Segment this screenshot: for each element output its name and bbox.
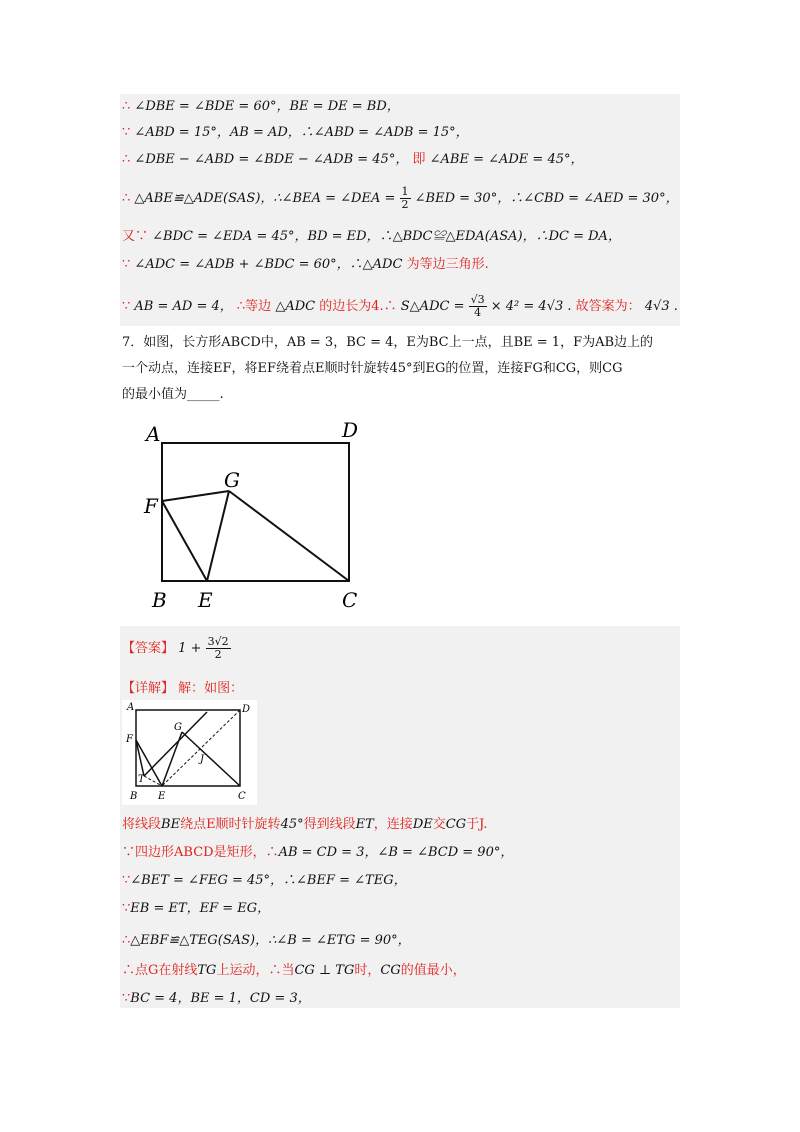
- math-text: S△ADC =: [400, 299, 465, 314]
- fraction-numerator: 1: [401, 185, 409, 198]
- math-text: ∠BDC = ∠EDA = 45°，BD = ED，∴△BDC≌△EDA(ASA)，∴DC = DA，: [152, 229, 621, 244]
- math-text: CG ⊥ TG: [294, 963, 355, 978]
- label-g: G: [224, 468, 240, 492]
- label-b: B: [152, 588, 167, 612]
- answer-fraction: [206, 636, 231, 661]
- red-text: 故答案为：: [575, 299, 641, 314]
- detail-line: [122, 680, 243, 698]
- label-f: F: [144, 494, 158, 518]
- label-b: B: [130, 791, 138, 802]
- math-text: ET: [355, 817, 374, 832]
- because-symbol: ∵: [122, 257, 131, 272]
- red-text: 将线段: [122, 817, 162, 832]
- detail-intro: 解：如图：: [178, 681, 244, 696]
- prev-line-4: [122, 186, 679, 211]
- label-e: E: [158, 791, 166, 802]
- because-symbol: ∵: [122, 125, 131, 140]
- math-text: AB = AD = 4，: [134, 299, 233, 314]
- step-4: [122, 900, 270, 918]
- fraction-half: [400, 186, 411, 211]
- fraction-numerator: √3: [470, 293, 485, 306]
- step-2: [122, 844, 513, 862]
- segment-fg: [162, 491, 229, 501]
- geometry-figure-2: [122, 700, 257, 805]
- math-text: × 4² = 4√3 .: [490, 299, 572, 314]
- math-text: △EBF≌△TEG(SAS)，∴∠B = ∠ETG = 90°，: [130, 933, 411, 948]
- math-text: ∠DBE − ∠ABD = ∠BDE − ∠ADB = 45°，: [134, 152, 409, 167]
- fraction-sqrt3-over-4: [469, 294, 487, 319]
- red-text: 的边长为4.∴: [319, 299, 397, 314]
- red-text: 得到线段: [303, 817, 356, 832]
- red-text: 绕点E顺时针旋转: [180, 817, 281, 832]
- math-text: ∠ABE = ∠ADE = 45°，: [429, 152, 584, 167]
- because-symbol: 又∵: [122, 229, 149, 244]
- fraction-denominator: 2: [401, 198, 409, 211]
- math-text: ∠BED = 30°，∴∠CBD = ∠AED = 30°，: [414, 191, 679, 206]
- answer-tag: 【答案】: [122, 641, 175, 656]
- prev-line-6: [122, 256, 489, 274]
- therefore-symbol: ∴: [122, 191, 131, 206]
- label-e: E: [198, 588, 213, 612]
- answer-line: [122, 636, 231, 662]
- fraction-numerator: 3√2: [207, 635, 229, 648]
- math-text: △ADC: [275, 299, 316, 314]
- prev-line-5: [122, 228, 621, 246]
- math-text: DE: [412, 817, 433, 832]
- because-symbol: ∵: [122, 901, 131, 916]
- segment-eg: [207, 491, 229, 581]
- because-symbol: ∵: [122, 845, 136, 860]
- prev-line-1: [122, 98, 400, 116]
- label-j: J: [200, 754, 205, 765]
- math-text: ∠DBE = ∠BDE = 60°，BE = DE = BD，: [134, 99, 400, 114]
- therefore-symbol: ∴: [122, 99, 131, 114]
- math-text: ∠BET = ∠FEG = 45°，∴∠BEF = ∠TEG，: [130, 873, 407, 888]
- segment-fe: [162, 501, 207, 581]
- label-f: F: [126, 734, 133, 745]
- label-c: C: [238, 791, 246, 802]
- red-text: 的值最小，: [400, 963, 466, 978]
- math-text: TG: [197, 963, 217, 978]
- math-text: △ABE≌△ADE(SAS)，∴∠BEA = ∠DEA =: [134, 191, 396, 206]
- red-text: 于J.: [466, 817, 488, 832]
- math-text: CG: [380, 963, 401, 978]
- red-text: 四边形ABCD是矩形，∴: [135, 845, 279, 860]
- math-text: BE: [161, 817, 181, 832]
- red-text: 即: [412, 152, 426, 167]
- answer-prefix: 1 +: [178, 641, 202, 656]
- label-t: T: [138, 774, 145, 785]
- math-text: EB = ET，EF = EG，: [130, 901, 271, 916]
- step-7: [122, 990, 311, 1008]
- label-d: D: [242, 704, 251, 715]
- therefore-symbol: ∴: [122, 933, 131, 948]
- red-text: ∴等边: [236, 299, 272, 314]
- red-text: 时，: [354, 963, 381, 978]
- step-1: [122, 816, 487, 834]
- because-symbol: ∵: [122, 873, 131, 888]
- because-symbol: ∵: [122, 299, 131, 314]
- math-text: CG: [445, 817, 467, 832]
- red-text: ∴点G在射线: [122, 963, 198, 978]
- math-text: ∠ADC = ∠ADB + ∠BDC = 60°，∴△ADC: [134, 257, 403, 272]
- math-text: 45°: [280, 817, 304, 832]
- label-c: C: [342, 588, 358, 612]
- step-6: [122, 962, 466, 980]
- prev-line-3: [122, 151, 584, 169]
- math-text: BC = 4，BE = 1，CD = 3，: [130, 991, 311, 1006]
- math-text: 4√3 .: [644, 299, 678, 314]
- fraction-denominator: 4: [474, 306, 482, 319]
- prev-line-2: [122, 124, 469, 142]
- red-text: 上运动，∴当: [216, 963, 295, 978]
- red-text: 为等边三角形.: [406, 257, 489, 272]
- detail-tag: 【详解】: [122, 681, 175, 696]
- question-line-2: 一个动点，连接EF，将EF绕着点E顺时针旋转45°到EG的位置，连接FG和CG，则CG: [122, 361, 623, 376]
- prev-line-7: [122, 294, 678, 319]
- label-g: G: [174, 722, 182, 733]
- question-line-3: 的最小值为_____.: [122, 387, 224, 402]
- geometry-figure-1: [130, 415, 370, 615]
- math-text: AB = CD = 3，∠B = ∠BCD = 90°，: [278, 845, 514, 860]
- step-5: [122, 932, 411, 950]
- math-text: ∠ABD = 15°，AB = AD，∴∠ABD = ∠ADB = 15°，: [134, 125, 469, 140]
- therefore-symbol: ∴: [122, 152, 131, 167]
- red-text: ，连接: [373, 817, 413, 832]
- label-a: A: [127, 702, 135, 713]
- segment-gc: [229, 491, 349, 581]
- red-text: 交: [432, 817, 446, 832]
- label-a: A: [146, 422, 161, 446]
- because-symbol: ∵: [122, 991, 131, 1006]
- label-d: D: [342, 418, 359, 442]
- fraction-denominator: 2: [214, 648, 222, 661]
- step-3: [122, 872, 407, 890]
- question-line-1: 7．如图，长方形ABCD中，AB = 3，BC = 4，E为BC上一点，且BE = 1，F为AB边上的: [122, 335, 654, 350]
